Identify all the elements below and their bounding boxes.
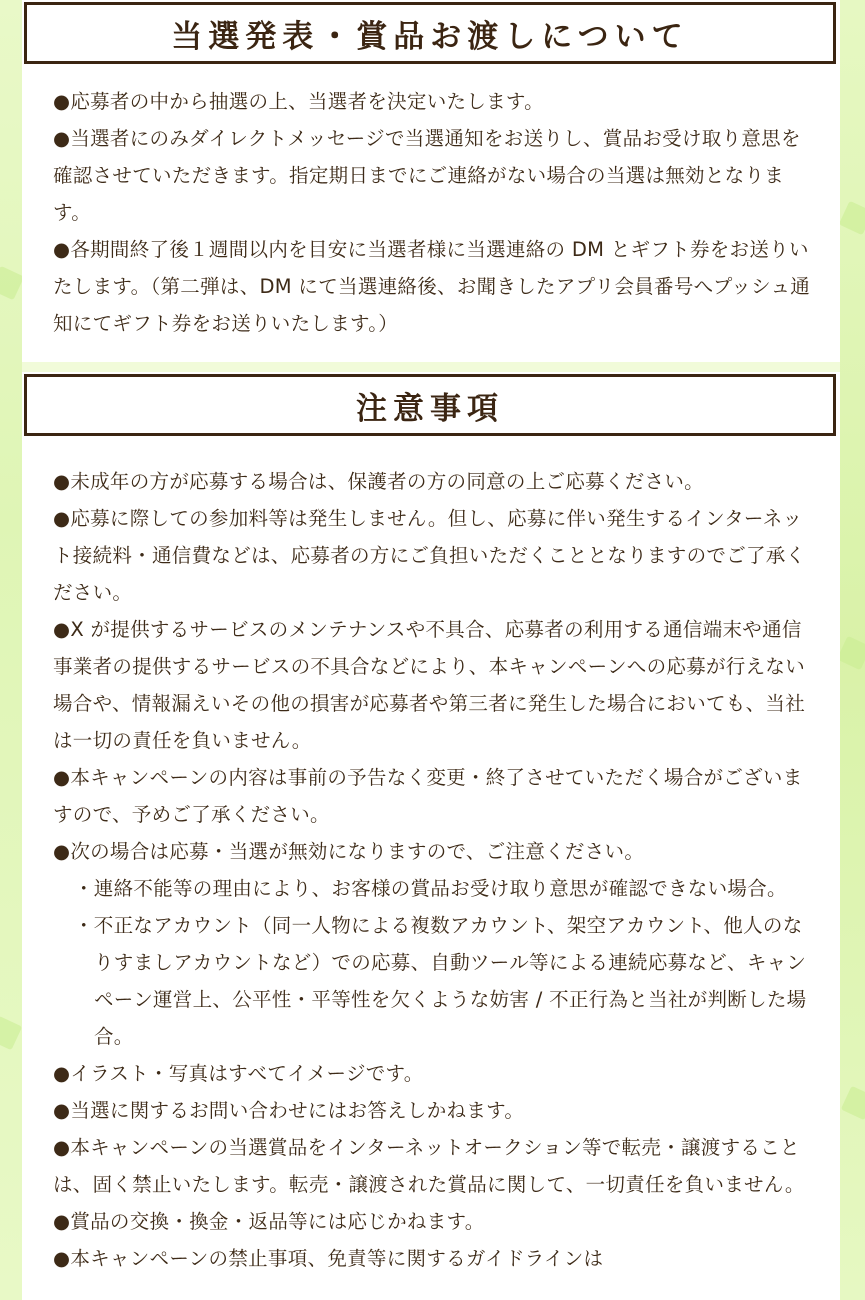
notice-item: ●イラスト・写真はすべてイメージです。 [53,1062,424,1085]
notice-item: ●当選者にのみダイレクトメッセージで当選通知をお送りし、賞品お受け取り意思を確認させていただきます。指定期日までにご連絡がない場合の当選は無効となります。 [53,127,801,224]
background-left-strip [0,0,22,1300]
section-body [53,463,813,1277]
notice-item: ●X が提供するサービスのメンテナンスや不具合、応募者の利用する通信端末や通信事業者の提供するサービスの不具合などにより、本キャンペーンへの応募が行えない場合や、情報漏えいその他の損害が応募者や第三者に発生した場合においても、当社は一切の責任を負いません。 [53,618,806,752]
notice-item: ●賞品の交換・換金・返品等には応じかねます。 [53,1210,485,1233]
notice-sub-item: ・不正なアカウント（同一人物による複数アカウント、架空アカウント、他人のなりすましアカウントなど）での応募、自動ツール等による連続応募など、キャンペーン運営上、公平性・平等性を欠くような妨害 / 不正行為と当社が判断した場合。 [74,914,807,1048]
notice-item: ●次の場合は応募・当選が無効になりますので、ご注意ください。 [53,840,645,863]
notice-item: ●本キャンペーンの当選賞品をインターネットオークション等で転売・譲渡することは、固く禁止いたします。転売・譲渡された賞品に関して、一切責任を負いません。 [53,1136,805,1196]
notice-sub-item: ・連絡不能等の理由により、お客様の賞品お受け取り意思が確認できない場合。 [74,877,787,900]
section-title: 当選発表・賞品お渡しについて [171,18,689,55]
notice-item: ●当選に関するお問い合わせにはお答えしかねます。 [53,1099,525,1122]
notice-item: ●未成年の方が応募する場合は、保護者の方の同意の上ご応募ください。 [53,470,704,493]
section-heading-box [24,2,836,64]
section-body [53,83,813,342]
notice-item: ●応募に際しての参加料等は発生しません。但し、応募に伴い発生するインターネット接続料・通信費などは、応募者の方にご負担いただくこととなりますのでご了承ください。 [53,507,806,604]
notice-item: ●本キャンペーンの内容は事前の予告なく変更・終了させていただく場合がございますので、予めご了承ください。 [53,766,803,826]
section-heading-box [24,374,836,436]
precautions-section [22,372,840,1300]
section-title: 注意事項 [356,390,504,427]
notice-item: ●本キャンペーンの禁止事項、免責等に関するガイドラインは [53,1247,604,1270]
prize-announcement-section [22,0,840,362]
notice-item: ●各期間終了後１週間以内を目安に当選者様に当選連絡の DM とギフト券をお送りいたします。（第二弾は、DM にて当選連絡後、お聞きしたアプリ会員番号へプッシュ通知にてギフト券をお送りいたします。） [53,238,811,335]
notice-item: ●応募者の中から抽選の上、当選者を決定いたします。 [53,90,544,113]
